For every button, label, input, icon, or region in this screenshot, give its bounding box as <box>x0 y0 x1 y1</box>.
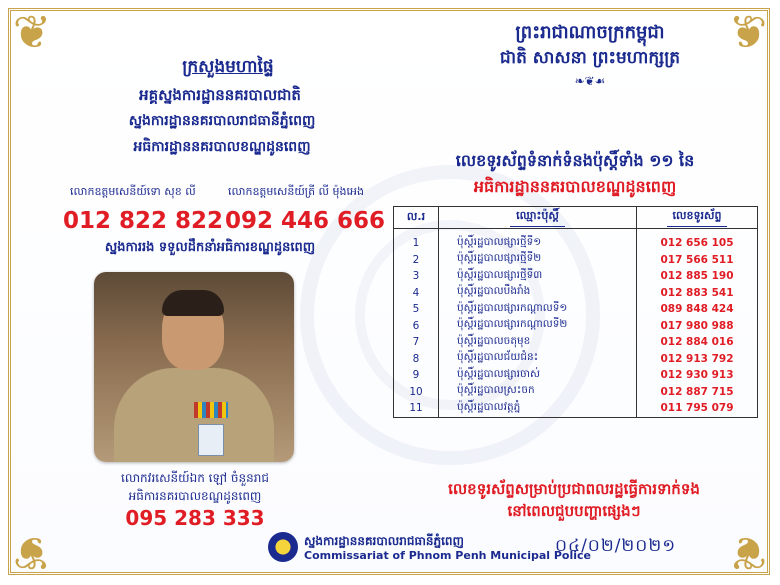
table-header-row <box>394 207 758 229</box>
post-name: ប៉ុស្តិ៍រដ្ឋបាលវត្តភ្នំ <box>439 400 637 417</box>
document-date: ០៤/០២/២០២១ <box>555 536 677 556</box>
corner-ornament-icon: ❦ <box>12 5 52 59</box>
hotline-note-line1: លេខទូរស័ព្ទសម្រាប់ប្រជាពលរដ្ឋធ្វើការទាក់ទង <box>448 480 700 498</box>
table-row <box>394 318 758 335</box>
header-number-label: ល.រ <box>406 209 426 223</box>
row-number: 1 <box>394 229 439 252</box>
table-title-line2: អធិការដ្ឋាននគរបាលខណ្ឌដូនពេញ <box>473 177 677 196</box>
table-row <box>394 367 758 384</box>
row-number: 4 <box>394 285 439 302</box>
hair-shape <box>162 290 224 316</box>
post-phone: 012 656 105 <box>637 229 758 252</box>
post-phone: 017 980 988 <box>637 318 758 335</box>
header-phone-label: លេខទូរស័ព្ទ <box>667 208 728 227</box>
national-motto: ជាតិ សាសនា ព្រះមហាក្សត្រ <box>499 48 681 68</box>
post-name: ប៉ុស្តិ៍រដ្ឋបាលផ្សារថ្មីទី២ <box>439 252 637 269</box>
post-phone: 089 848 424 <box>637 301 758 318</box>
signatory-role: អធិការនគរបាលខណ្ឌដូនពេញ <box>128 489 262 503</box>
header-number <box>394 207 439 229</box>
row-number: 9 <box>394 367 439 384</box>
row-number: 8 <box>394 351 439 368</box>
corner-ornament-icon: ❦ <box>728 5 768 59</box>
general-commissariat-title: អគ្គស្នងការដ្ឋាននគរបាលជាតិ <box>139 86 301 104</box>
kingdom-title: ព្រះរាជាណាចក្រកម្ពុជា <box>515 22 665 43</box>
table-row <box>394 400 758 417</box>
post-name: ប៉ុស្តិ៍រដ្ឋបាលផ្សារកណ្តាលទី២ <box>439 318 637 335</box>
table-title-line1: លេខទូរស័ព្ទទំនាក់ទំនងប៉ុស្តិ៍ទាំង ១១ នៃ <box>455 151 695 170</box>
post-phone: 012 913 792 <box>637 351 758 368</box>
row-number: 5 <box>394 301 439 318</box>
post-phone: 012 930 913 <box>637 367 758 384</box>
footer-org-khmer: ស្នងការដ្ឋាននគរបាលរាជធានីភ្នំពេញ <box>304 534 464 548</box>
officer-portrait <box>94 272 294 462</box>
ornament-divider-icon: ❧❦☙ <box>574 74 606 88</box>
official-2-title: លោកឧត្តមសេនីយ៍ត្រី លី ម៉ុងអេង <box>228 185 364 198</box>
officials-role: ស្នងការរង ទទួលដឹកនាំអធិការខណ្ឌដូនពេញ <box>104 240 316 255</box>
post-phone: 012 885 190 <box>637 268 758 285</box>
row-number: 11 <box>394 400 439 417</box>
row-number: 6 <box>394 318 439 335</box>
official-2-phone: 092 446 666 <box>225 208 386 234</box>
footer-org-english: Commissariat of Phnom Penh Municipal Police <box>304 549 592 562</box>
post-phone: 012 884 016 <box>637 334 758 351</box>
row-number: 10 <box>394 384 439 401</box>
table-row <box>394 268 758 285</box>
corner-ornament-icon: ❦ <box>12 526 52 580</box>
police-logo-icon <box>268 532 298 562</box>
table-row <box>394 301 758 318</box>
post-name: ប៉ុស្តិ៍រដ្ឋបាលបឹងរាំង <box>439 285 637 302</box>
row-number: 7 <box>394 334 439 351</box>
municipal-commissariat-title: ស្នងការដ្ឋាននគរបាលរាជធានីភ្នំពេញ <box>128 113 316 129</box>
table-row <box>394 285 758 302</box>
post-phone: 011 795 079 <box>637 400 758 417</box>
signatory-name: លោកវរសេនីយ៍ឯក ឡៅ ចំនួនរាជ <box>121 471 269 485</box>
row-number: 2 <box>394 252 439 269</box>
ministry-title: ក្រសួងមហាផ្ទៃ <box>182 57 274 77</box>
table-row <box>394 334 758 351</box>
medal-ribbons-icon <box>194 402 228 418</box>
table-row <box>394 229 758 252</box>
police-posts-table <box>393 206 758 418</box>
post-phone: 012 887 715 <box>637 384 758 401</box>
district-inspectorate-title: អធិការដ្ឋាននគរបាលខណ្ឌដូនពេញ <box>133 139 311 155</box>
corner-ornament-icon: ❦ <box>728 526 768 580</box>
table-row <box>394 384 758 401</box>
official-1-phone: 012 822 822 <box>63 208 224 234</box>
header-post-name <box>439 207 637 229</box>
official-1-title: លោកឧត្តមសេនីយ៍ទោ សុខ លី <box>70 185 196 198</box>
post-phone: 012 883 541 <box>637 285 758 302</box>
post-name: ប៉ុស្តិ៍រដ្ឋបាលផ្សារចាស់ <box>439 367 637 384</box>
row-number: 3 <box>394 268 439 285</box>
post-name: ប៉ុស្តិ៍រដ្ឋបាលផ្សារថ្មីទី១ <box>439 229 637 252</box>
post-phone: 017 566 511 <box>637 252 758 269</box>
hotline-note-line2: នៅពេលជួបបញ្ហាផ្សេងៗ <box>507 502 641 520</box>
post-name: ប៉ុស្តិ៍រដ្ឋបាលផ្សារថ្មីទី៣ <box>439 268 637 285</box>
name-badge-icon <box>198 424 224 456</box>
header-phone <box>637 207 758 229</box>
post-name: ប៉ុស្តិ៍រដ្ឋបាលស្រះចក <box>439 384 637 401</box>
post-name: ប៉ុស្តិ៍រដ្ឋបាលជ័យជំនះ <box>439 351 637 368</box>
post-name: ប៉ុស្តិ៍រដ្ឋបាលចតុមុខ <box>439 334 637 351</box>
signatory-phone: 095 283 333 <box>125 506 265 530</box>
table-row <box>394 351 758 368</box>
post-name: ប៉ុស្តិ៍រដ្ឋបាលផ្សារកណ្តាលទី១ <box>439 301 637 318</box>
table-row <box>394 252 758 269</box>
header-post-name-label: ឈ្មោះប៉ុស្តិ៍ <box>510 208 565 227</box>
